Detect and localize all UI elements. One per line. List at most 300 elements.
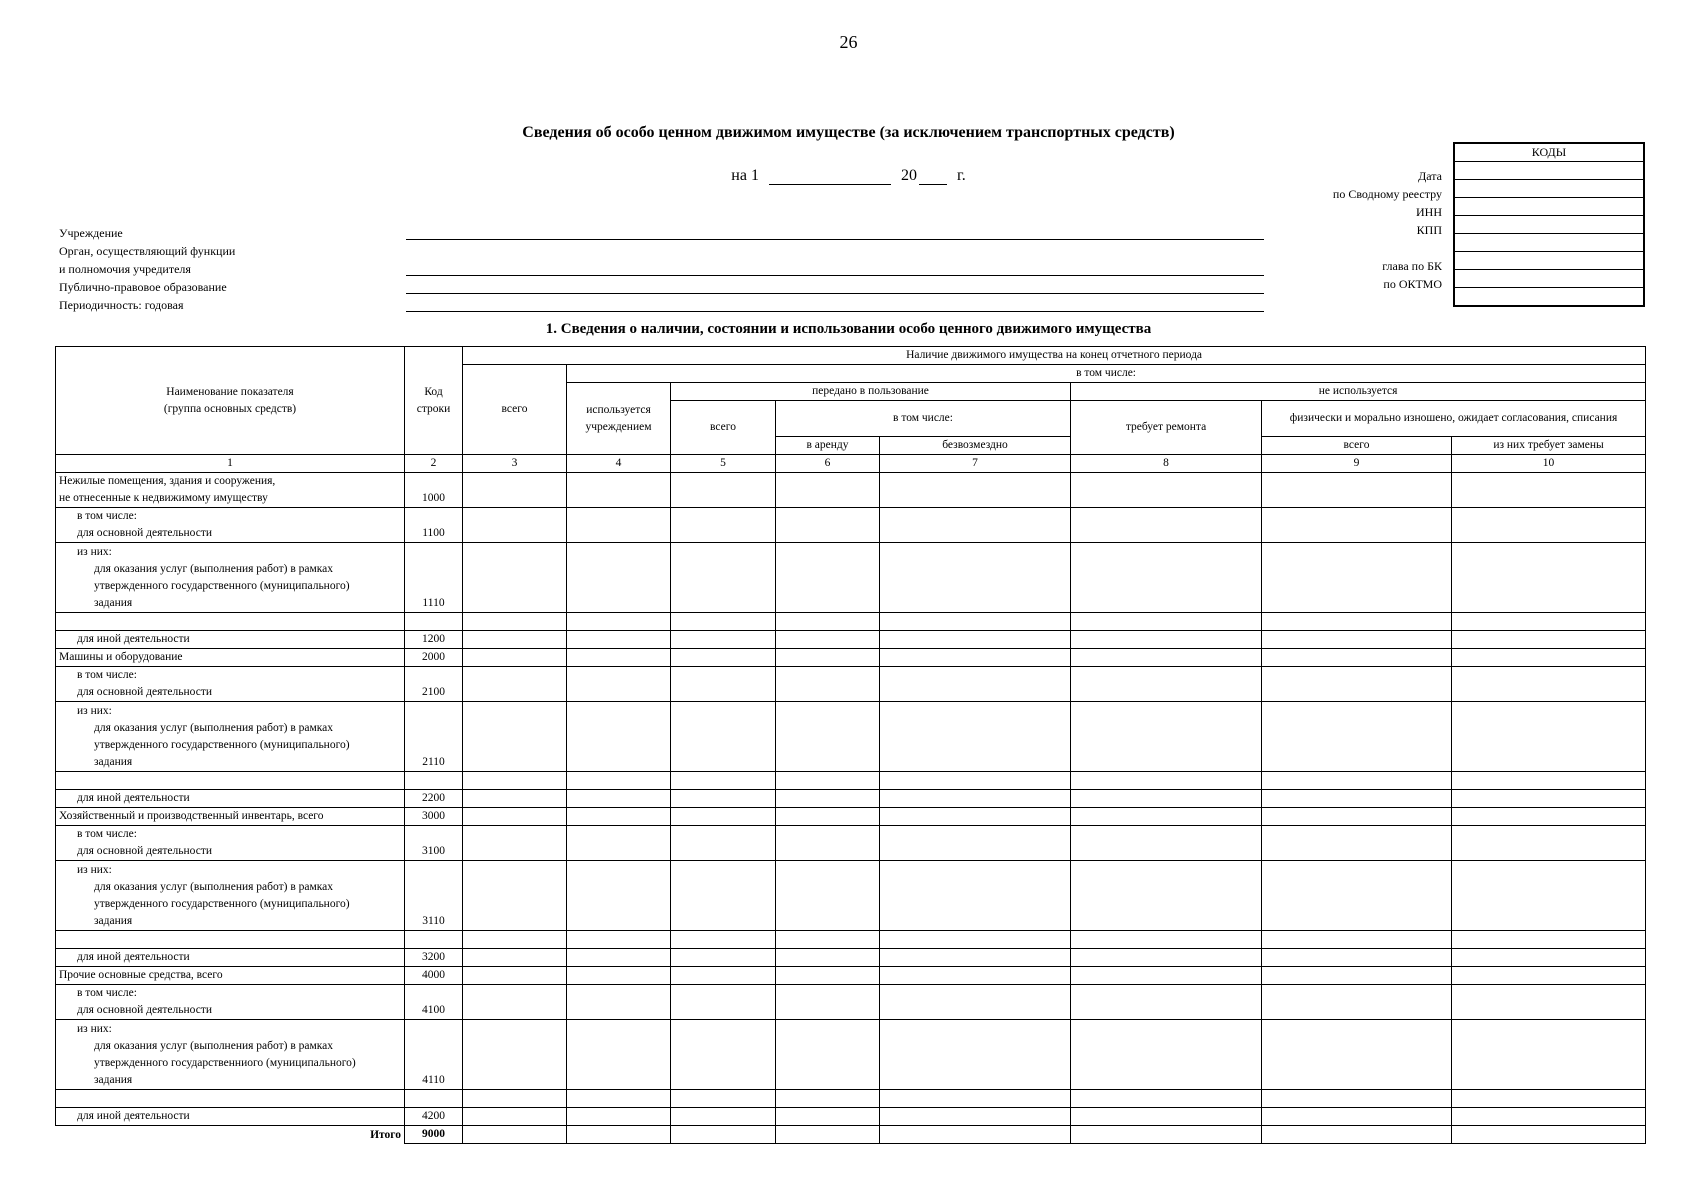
value-cell-col-9[interactable] [1262, 1108, 1452, 1126]
row-name-cell [56, 702, 405, 772]
value-cell-col-9[interactable] [1262, 702, 1452, 772]
value-cell-col-4[interactable] [567, 1090, 671, 1108]
value-cell-col-10[interactable] [1452, 473, 1646, 508]
value-cell-col-10[interactable] [1452, 931, 1646, 949]
value-cell-col-7[interactable] [880, 790, 1071, 808]
row-name-line: для основной деятельности [77, 527, 212, 539]
table-row [56, 543, 1646, 613]
public-entity-label: Публично-правовое образование [59, 280, 227, 294]
value-cell-col-6[interactable] [776, 649, 880, 667]
value-cell-col-8[interactable] [1071, 967, 1262, 985]
table-row [56, 473, 1646, 508]
value-cell-col-6[interactable] [776, 508, 880, 543]
value-cell-col-10[interactable] [1452, 790, 1646, 808]
value-cell-col-8[interactable] [1071, 826, 1262, 861]
value-cell-col-4[interactable] [567, 702, 671, 772]
total-code: 9000 [405, 1126, 463, 1144]
value-cell-col-3[interactable] [463, 790, 567, 808]
date-prefix: на 1 [731, 167, 759, 184]
value-cell-col-5[interactable] [671, 808, 776, 826]
row-name-line: задания [94, 597, 133, 609]
value-cell-col-7[interactable] [880, 985, 1071, 1020]
value-cell-col-7[interactable] [880, 1090, 1071, 1108]
value-cell-col-3[interactable] [463, 985, 567, 1020]
row-name-line [59, 772, 401, 789]
value-cell-col-5[interactable] [671, 931, 776, 949]
code-oktmo-cell[interactable] [1454, 270, 1644, 288]
row-name-cell [56, 931, 405, 949]
oktmo-label: по ОКТМО [1383, 277, 1442, 291]
glava-bk-label: глава по БК [1382, 259, 1442, 273]
institution-field[interactable] [406, 239, 1264, 240]
value-cell-col-3[interactable] [463, 949, 567, 967]
value-cell-col-3[interactable] [463, 967, 567, 985]
value-cell-col-5[interactable] [671, 861, 776, 931]
row-name-line: Машины и оборудование [59, 651, 183, 663]
column-number: 9 [1262, 455, 1452, 473]
value-cell-col-9[interactable] [1262, 826, 1452, 861]
row-name-line: для основной деятельности [77, 1004, 212, 1016]
value-cell-col-10[interactable] [1452, 702, 1646, 772]
row-name-line [59, 1090, 401, 1107]
value-cell-col-10[interactable] [1452, 1020, 1646, 1090]
table-row [56, 1090, 1646, 1108]
total-value-cell-col-6[interactable] [776, 1126, 880, 1144]
row-name-line: для оказания услуг (выполнения работ) в рамках [94, 881, 334, 893]
code-inn-cell[interactable] [1454, 198, 1644, 216]
column-number: 8 [1071, 455, 1262, 473]
row-code-cell: 3100 [405, 826, 463, 861]
row-name-line: утвержденного государственного (муниципального) [94, 898, 350, 910]
row-name-line: задания [94, 756, 133, 768]
value-cell-col-4[interactable] [567, 1020, 671, 1090]
value-cell-col-6[interactable] [776, 985, 880, 1020]
worn-out-header: физически и морально изношено, ожидает согласования, списания [1262, 401, 1646, 437]
value-cell-col-8[interactable] [1071, 985, 1262, 1020]
value-cell-col-3[interactable] [463, 772, 567, 790]
value-cell-col-6[interactable] [776, 808, 880, 826]
value-cell-col-4[interactable] [567, 826, 671, 861]
needs-repair-header: требует ремонта [1071, 401, 1262, 455]
report-date-line [0, 166, 1697, 185]
row-name-cell [56, 808, 405, 826]
row-code-cell: 3200 [405, 949, 463, 967]
inn-label: ИНН [1416, 205, 1442, 219]
column-code-line-1: Код [424, 385, 443, 398]
value-cell-col-3[interactable] [463, 1090, 567, 1108]
row-name-line: для оказания услуг (выполнения работ) в рамках [94, 563, 334, 575]
value-cell-col-10[interactable] [1452, 772, 1646, 790]
value-cell-col-8[interactable] [1071, 543, 1262, 613]
table-row [56, 631, 1646, 649]
column-number: 10 [1452, 455, 1646, 473]
used-by-institution-header [567, 383, 671, 455]
row-name-line: утвержденного государственного (муниципального) [94, 580, 350, 592]
value-cell-col-5[interactable] [671, 543, 776, 613]
value-cell-col-5[interactable] [671, 702, 776, 772]
value-cell-col-6[interactable] [776, 473, 880, 508]
row-name-cell [56, 631, 405, 649]
value-cell-col-8[interactable] [1071, 649, 1262, 667]
row-code-cell: 4000 [405, 967, 463, 985]
value-cell-col-6[interactable] [776, 967, 880, 985]
row-code-cell: 4100 [405, 985, 463, 1020]
value-cell-col-5[interactable] [671, 631, 776, 649]
row-name-cell [56, 949, 405, 967]
value-cell-col-9[interactable] [1262, 808, 1452, 826]
including-header: в том числе: [567, 365, 1646, 383]
column-number: 6 [776, 455, 880, 473]
total-value-cell-col-7[interactable] [880, 1126, 1071, 1144]
row-name-line: для оказания услуг (выполнения работ) в рамках [94, 722, 334, 734]
value-cell-col-9[interactable] [1262, 772, 1452, 790]
row-name-cell [56, 967, 405, 985]
value-cell-col-10[interactable] [1452, 613, 1646, 631]
value-cell-col-10[interactable] [1452, 826, 1646, 861]
value-cell-col-5[interactable] [671, 1090, 776, 1108]
value-cell-col-9[interactable] [1262, 508, 1452, 543]
code-date-cell[interactable] [1454, 162, 1644, 180]
value-cell-col-3[interactable] [463, 808, 567, 826]
table-row [56, 1020, 1646, 1090]
value-cell-col-10[interactable] [1452, 949, 1646, 967]
value-cell-col-3[interactable] [463, 631, 567, 649]
code-kpp-cell[interactable] [1454, 216, 1644, 234]
registry-label: по Сводному реестру [1332, 187, 1442, 201]
value-cell-col-6[interactable] [776, 631, 880, 649]
value-cell-col-3[interactable] [463, 1020, 567, 1090]
total-value-cell-col-8[interactable] [1071, 1126, 1262, 1144]
value-cell-col-6[interactable] [776, 1090, 880, 1108]
value-cell-col-10[interactable] [1452, 861, 1646, 931]
value-cell-col-7[interactable] [880, 649, 1071, 667]
value-cell-col-3[interactable] [463, 543, 567, 613]
row-code-cell: 4200 [405, 1108, 463, 1126]
value-cell-col-3[interactable] [463, 826, 567, 861]
not-used-header: не используется [1071, 383, 1646, 401]
table-row [56, 949, 1646, 967]
row-code-cell: 1100 [405, 508, 463, 543]
table-row [56, 772, 1646, 790]
value-cell-col-9[interactable] [1262, 985, 1452, 1020]
value-cell-col-8[interactable] [1071, 613, 1262, 631]
row-code-cell [405, 931, 463, 949]
value-cell-col-10[interactable] [1452, 985, 1646, 1020]
value-cell-col-4[interactable] [567, 772, 671, 790]
value-cell-col-8[interactable] [1071, 1020, 1262, 1090]
value-cell-col-5[interactable] [671, 967, 776, 985]
column-number: 3 [463, 455, 567, 473]
value-cell-col-5[interactable] [671, 949, 776, 967]
value-cell-col-4[interactable] [567, 808, 671, 826]
code-blank-cell[interactable] [1454, 234, 1644, 252]
column-number: 7 [880, 455, 1071, 473]
value-cell-col-9[interactable] [1262, 649, 1452, 667]
value-cell-col-9[interactable] [1262, 631, 1452, 649]
table-row [56, 508, 1646, 543]
table-row [56, 826, 1646, 861]
row-code-cell [405, 772, 463, 790]
value-cell-col-9[interactable] [1262, 949, 1452, 967]
value-cell-col-10[interactable] [1452, 631, 1646, 649]
row-name-line: утвержденного государственного (муниципального) [94, 739, 350, 751]
row-name-cell [56, 649, 405, 667]
value-cell-col-6[interactable] [776, 543, 880, 613]
code-registry-cell[interactable] [1454, 180, 1644, 198]
value-cell-col-4[interactable] [567, 949, 671, 967]
total-value-cell-col-9[interactable] [1262, 1126, 1452, 1144]
value-cell-col-7[interactable] [880, 967, 1071, 985]
value-cell-col-8[interactable] [1071, 808, 1262, 826]
value-cell-col-4[interactable] [567, 931, 671, 949]
row-code-cell: 3110 [405, 861, 463, 931]
row-name-cell [56, 790, 405, 808]
value-cell-col-3[interactable] [463, 649, 567, 667]
table-body [56, 473, 1646, 1144]
used-line-1: используется [586, 403, 651, 416]
row-name-line: для иной деятельности [77, 792, 190, 804]
value-cell-col-8[interactable] [1071, 949, 1262, 967]
value-cell-col-9[interactable] [1262, 543, 1452, 613]
column-numbers-row [56, 455, 1646, 473]
document-title: Сведения об особо ценном движимом имуществе (за исключением транспортных средств) [522, 124, 1175, 141]
value-cell-col-10[interactable] [1452, 1090, 1646, 1108]
value-cell-col-9[interactable] [1262, 1090, 1452, 1108]
total-value-cell-col-10[interactable] [1452, 1126, 1646, 1144]
value-cell-col-9[interactable] [1262, 613, 1452, 631]
value-cell-col-8[interactable] [1071, 790, 1262, 808]
value-cell-col-10[interactable] [1452, 543, 1646, 613]
row-name-line: Хозяйственный и производственный инвентарь, всего [59, 810, 324, 822]
transferred-total-header: всего [671, 401, 776, 455]
row-name-line: из них: [77, 546, 112, 558]
column-number: 2 [405, 455, 463, 473]
codes-table [1453, 142, 1645, 307]
value-cell-col-4[interactable] [567, 543, 671, 613]
worn-replace-header: из них требует замены [1452, 437, 1646, 455]
value-cell-col-6[interactable] [776, 826, 880, 861]
column-number: 4 [567, 455, 671, 473]
value-cell-col-4[interactable] [567, 473, 671, 508]
value-cell-col-6[interactable] [776, 931, 880, 949]
code-glava-bk-cell[interactable] [1454, 252, 1644, 270]
rent-header: в аренду [776, 437, 880, 455]
value-cell-col-5[interactable] [671, 772, 776, 790]
value-cell-col-6[interactable] [776, 772, 880, 790]
value-cell-col-5[interactable] [671, 1020, 776, 1090]
value-cell-col-4[interactable] [567, 861, 671, 931]
row-name-line: Нежилые помещения, здания и сооружения, [59, 475, 276, 487]
value-cell-col-7[interactable] [880, 508, 1071, 543]
periodicity-field[interactable] [406, 311, 1264, 312]
value-cell-col-7[interactable] [880, 473, 1071, 508]
value-cell-col-3[interactable] [463, 508, 567, 543]
row-name-cell [56, 613, 405, 631]
row-name-line: для оказания услуг (выполнения работ) в рамках [94, 1040, 334, 1052]
value-cell-col-6[interactable] [776, 702, 880, 772]
value-cell-col-3[interactable] [463, 861, 567, 931]
value-cell-col-6[interactable] [776, 1020, 880, 1090]
value-cell-col-8[interactable] [1071, 473, 1262, 508]
row-name-cell [56, 1090, 405, 1108]
value-cell-col-7[interactable] [880, 613, 1071, 631]
value-cell-col-10[interactable] [1452, 967, 1646, 985]
table-row [56, 985, 1646, 1020]
section-title: 1. Сведения о наличии, состоянии и использовании особо ценного движимого имущества [545, 321, 1152, 337]
value-cell-col-10[interactable] [1452, 508, 1646, 543]
value-cell-col-5[interactable] [671, 826, 776, 861]
row-name-line [59, 931, 401, 948]
total-value-cell-col-3[interactable] [463, 1126, 567, 1144]
value-cell-col-4[interactable] [567, 649, 671, 667]
value-cell-col-9[interactable] [1262, 1020, 1452, 1090]
value-cell-col-8[interactable] [1071, 667, 1262, 702]
total-value-cell-col-4[interactable] [567, 1126, 671, 1144]
value-cell-col-7[interactable] [880, 1108, 1071, 1126]
value-cell-col-7[interactable] [880, 861, 1071, 931]
value-cell-col-6[interactable] [776, 667, 880, 702]
transferred-header: передано в пользование [671, 383, 1071, 401]
value-cell-col-3[interactable] [463, 473, 567, 508]
value-cell-col-5[interactable] [671, 1108, 776, 1126]
row-code-cell: 2110 [405, 702, 463, 772]
year-field[interactable] [919, 166, 947, 185]
value-cell-col-4[interactable] [567, 631, 671, 649]
row-name-line: из них: [77, 1023, 112, 1035]
total-value-cell-col-5[interactable] [671, 1126, 776, 1144]
row-code-cell: 1000 [405, 473, 463, 508]
value-cell-col-3[interactable] [463, 613, 567, 631]
row-name-line: не отнесенные к недвижимому имуществу [59, 492, 268, 504]
row-name-line: для иной деятельности [77, 1110, 190, 1122]
row-code-cell [405, 1090, 463, 1108]
value-cell-col-5[interactable] [671, 667, 776, 702]
value-cell-col-10[interactable] [1452, 1108, 1646, 1126]
value-cell-col-4[interactable] [567, 508, 671, 543]
date-label: Дата [1418, 169, 1442, 183]
row-name-line: для основной деятельности [77, 845, 212, 857]
organ-label-1: Орган, осуществляющий функции [59, 244, 236, 258]
row-name-cell [56, 985, 405, 1020]
value-cell-col-8[interactable] [1071, 861, 1262, 931]
transferred-including-header: в том числе: [776, 401, 1071, 437]
date-day-month-field[interactable] [769, 166, 891, 185]
value-cell-col-7[interactable] [880, 631, 1071, 649]
column-header-code [405, 347, 463, 455]
row-code-cell [405, 613, 463, 631]
row-code-cell: 3000 [405, 808, 463, 826]
row-name-line: в том числе: [77, 828, 137, 840]
value-cell-col-7[interactable] [880, 772, 1071, 790]
free-use-header: безвозмездно [880, 437, 1071, 455]
organ-label-2: и полномочия учредителя [59, 262, 191, 276]
column-name-line-1: Наименование показателя [166, 385, 294, 398]
value-cell-col-9[interactable] [1262, 967, 1452, 985]
row-name-line: задания [94, 915, 133, 927]
value-cell-col-7[interactable] [880, 543, 1071, 613]
year-suffix: г. [956, 167, 966, 184]
value-cell-col-5[interactable] [671, 649, 776, 667]
availability-header: Наличие движимого имущества на конец отчетного периода [463, 347, 1646, 365]
value-cell-col-4[interactable] [567, 985, 671, 1020]
value-cell-col-5[interactable] [671, 473, 776, 508]
value-cell-col-4[interactable] [567, 790, 671, 808]
row-name-cell [56, 861, 405, 931]
value-cell-col-4[interactable] [567, 613, 671, 631]
value-cell-col-10[interactable] [1452, 667, 1646, 702]
value-cell-col-8[interactable] [1071, 931, 1262, 949]
value-cell-col-8[interactable] [1071, 508, 1262, 543]
value-cell-col-5[interactable] [671, 613, 776, 631]
value-cell-col-7[interactable] [880, 949, 1071, 967]
table-row [56, 667, 1646, 702]
value-cell-col-6[interactable] [776, 861, 880, 931]
value-cell-col-5[interactable] [671, 985, 776, 1020]
value-cell-col-9[interactable] [1262, 473, 1452, 508]
value-cell-col-8[interactable] [1071, 631, 1262, 649]
public-entity-field[interactable] [406, 293, 1264, 294]
row-name-line: для иной деятельности [77, 633, 190, 645]
value-cell-col-7[interactable] [880, 702, 1071, 772]
value-cell-col-7[interactable] [880, 808, 1071, 826]
value-cell-col-8[interactable] [1071, 772, 1262, 790]
value-cell-col-8[interactable] [1071, 702, 1262, 772]
value-cell-col-7[interactable] [880, 931, 1071, 949]
value-cell-col-8[interactable] [1071, 1090, 1262, 1108]
row-name-cell [56, 826, 405, 861]
table-row [56, 790, 1646, 808]
value-cell-col-4[interactable] [567, 667, 671, 702]
value-cell-col-3[interactable] [463, 702, 567, 772]
row-code-cell: 1200 [405, 631, 463, 649]
value-cell-col-6[interactable] [776, 1108, 880, 1126]
row-code-cell: 1110 [405, 543, 463, 613]
value-cell-col-4[interactable] [567, 1108, 671, 1126]
table-row [56, 649, 1646, 667]
value-cell-col-5[interactable] [671, 790, 776, 808]
row-name-cell [56, 667, 405, 702]
value-cell-col-10[interactable] [1452, 649, 1646, 667]
value-cell-col-7[interactable] [880, 826, 1071, 861]
value-cell-col-6[interactable] [776, 790, 880, 808]
value-cell-col-9[interactable] [1262, 861, 1452, 931]
table-row [56, 861, 1646, 931]
row-name-line: для иной деятельности [77, 951, 190, 963]
table-row [56, 967, 1646, 985]
value-cell-col-6[interactable] [776, 613, 880, 631]
value-cell-col-9[interactable] [1262, 667, 1452, 702]
code-periodicity-cell[interactable] [1454, 288, 1644, 307]
value-cell-col-10[interactable] [1452, 808, 1646, 826]
value-cell-col-3[interactable] [463, 931, 567, 949]
value-cell-col-3[interactable] [463, 1108, 567, 1126]
value-cell-col-5[interactable] [671, 508, 776, 543]
value-cell-col-3[interactable] [463, 667, 567, 702]
value-cell-col-8[interactable] [1071, 1108, 1262, 1126]
value-cell-col-9[interactable] [1262, 790, 1452, 808]
organ-field[interactable] [406, 275, 1264, 276]
value-cell-col-6[interactable] [776, 949, 880, 967]
value-cell-col-4[interactable] [567, 967, 671, 985]
row-code-cell: 2000 [405, 649, 463, 667]
value-cell-col-9[interactable] [1262, 931, 1452, 949]
row-name-line: в том числе: [77, 510, 137, 522]
row-code-cell: 2200 [405, 790, 463, 808]
column-code-line-2: строки [416, 402, 451, 415]
value-cell-col-7[interactable] [880, 1020, 1071, 1090]
value-cell-col-7[interactable] [880, 667, 1071, 702]
row-name-line: в том числе: [77, 987, 137, 999]
